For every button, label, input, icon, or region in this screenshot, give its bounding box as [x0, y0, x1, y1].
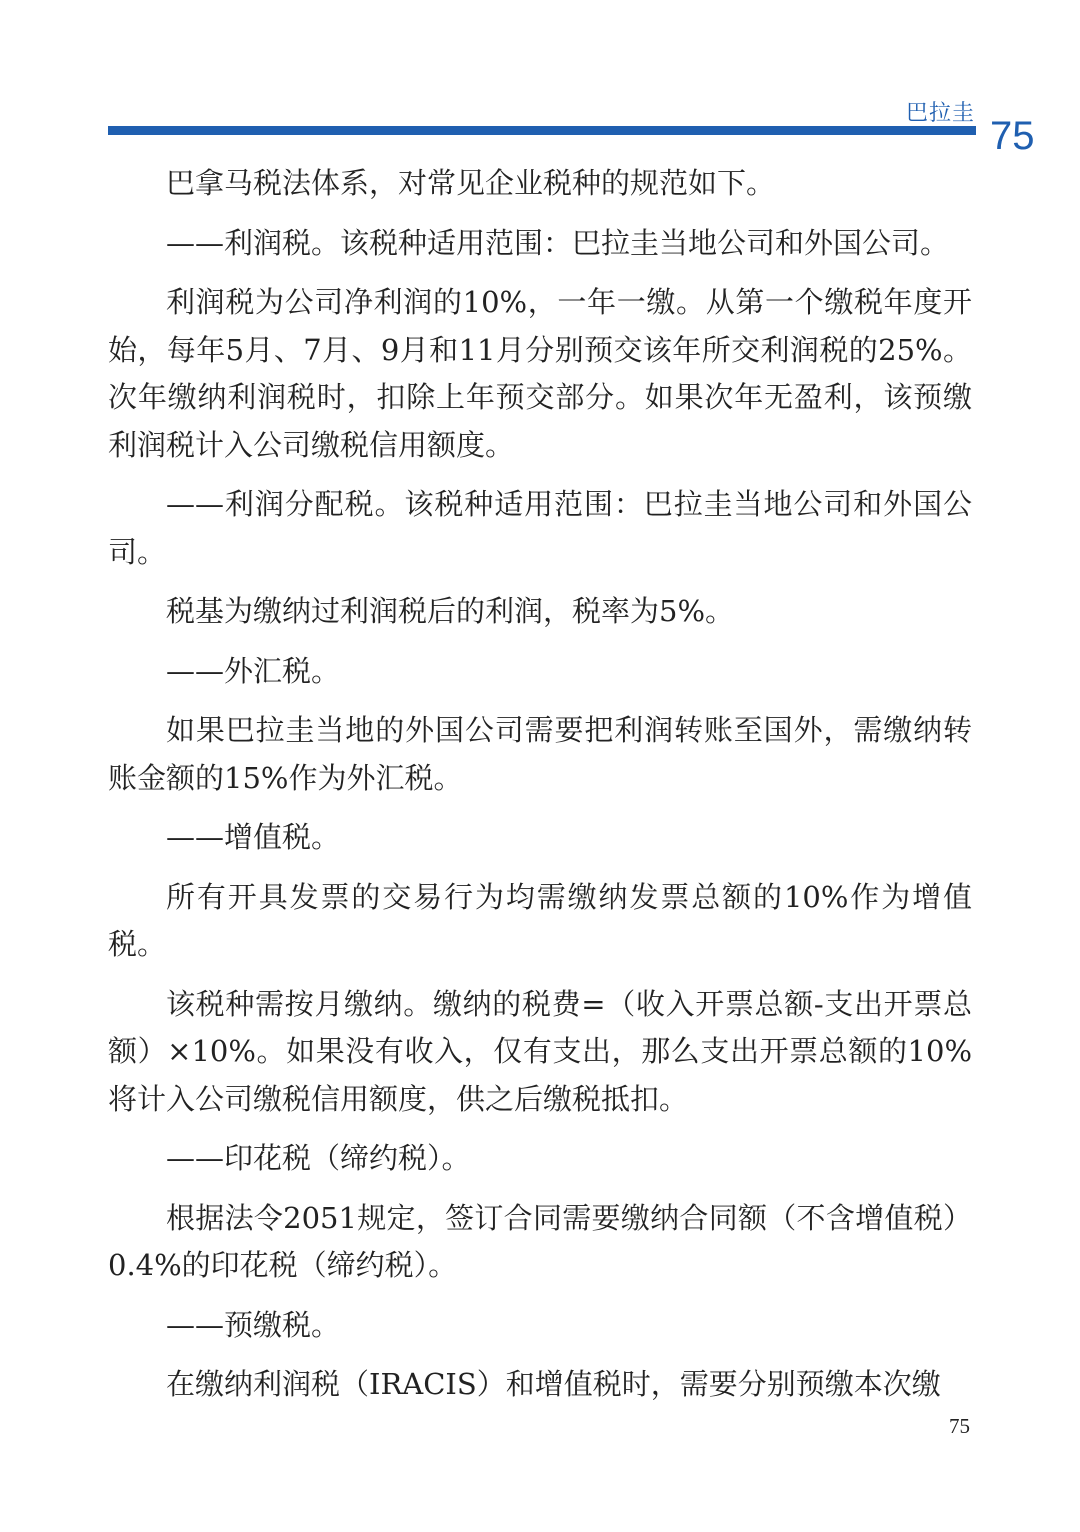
running-header-country: 巴拉圭: [905, 101, 975, 126]
heading-profit-distribution-tax: ——利润分配税。该税种适用范围：巴拉圭当地公司和外国公司。: [108, 487, 972, 569]
paragraph-prepaid-tax: 在缴纳利润税（IRACIS）和增值税时，需要分别预缴本次缴: [166, 1367, 941, 1401]
paragraph-intro: 巴拿马税法体系，对常见企业税种的规范如下。: [166, 166, 776, 200]
paragraph-stamp-tax: 根据法令2051规定，签订合同需要缴纳合同额（不含增值税）0.4%的印花税（缔约税）。: [108, 1200, 972, 1282]
paragraph-profit-tax: 利润税为公司净利润的10%，一年一缴。从第一个缴税年度开始，每年5月、7月、9月和11月分别预交该年所交利润税的25%。次年缴纳利润税时，扣除上年预交部分。如果次年无盈利，该预缴利润税计入公司缴税信用额度。: [108, 285, 972, 462]
paragraph-profit-distribution-tax: 税基为缴纳过利润税后的利润，税率为5%。: [166, 594, 735, 628]
header-page-number: 75: [990, 114, 1035, 158]
page-body: [108, 160, 972, 1421]
header-rule: [108, 126, 976, 135]
heading-profit-tax: ——利润税。该税种适用范围：巴拉圭当地公司和外国公司。: [166, 225, 950, 260]
heading-prepaid-tax: ——预缴税。: [166, 1307, 341, 1342]
paragraph-vat: 所有开具发票的交易行为均需缴纳发票总额的10%作为增值税。: [108, 879, 972, 961]
heading-vat: ——增值税。: [166, 820, 341, 854]
paragraph-vat-monthly: 该税种需按月缴纳。缴纳的税费=（收入开票总额-支出开票总额）×10%。如果没有收入，仅有支出，那么支出开票总额的10%将计入公司缴税信用额度，供之后缴税抵扣。: [108, 986, 972, 1116]
heading-stamp-tax: ——印花税（缔约税）。: [166, 1141, 471, 1175]
footer-page-number: 75: [949, 1414, 970, 1438]
heading-foreign-exchange-tax: ——外汇税。: [166, 653, 341, 688]
paragraph-foreign-exchange-tax: 如果巴拉圭当地的外国公司需要把利润转账至国外，需缴纳转账金额的15%作为外汇税。: [108, 713, 972, 795]
